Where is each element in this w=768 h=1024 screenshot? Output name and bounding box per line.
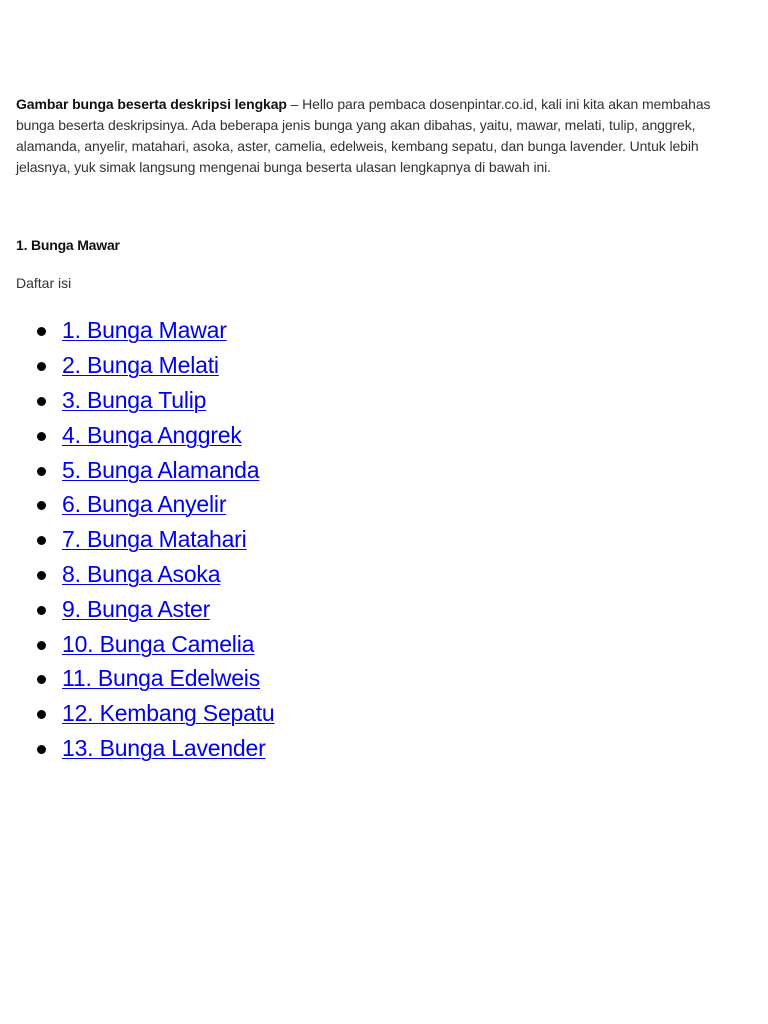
bullet-icon xyxy=(37,397,46,406)
toc-item xyxy=(22,522,275,557)
toc-link-bunga-alamanda[interactable]: 5. Bunga Alamanda xyxy=(62,456,260,483)
toc-link-bunga-asoka[interactable]: 8. Bunga Asoka xyxy=(62,560,221,587)
bullet-icon xyxy=(37,432,46,441)
bullet-icon xyxy=(37,467,46,476)
toc-label: Daftar isi xyxy=(16,275,72,291)
toc-item xyxy=(22,452,275,487)
toc-item xyxy=(22,557,275,592)
bullet-icon xyxy=(37,641,46,650)
toc-link-bunga-aster[interactable]: 9. Bunga Aster xyxy=(62,595,211,622)
bullet-icon xyxy=(37,675,46,684)
intro-bold-lead: Gambar bunga beserta deskripsi lengkap xyxy=(16,96,287,112)
toc-link-kembang-sepatu[interactable]: 12. Kembang Sepatu xyxy=(62,700,275,727)
toc-link-bunga-anggrek[interactable]: 4. Bunga Anggrek xyxy=(62,421,242,448)
toc-link-bunga-matahari[interactable]: 7. Bunga Matahari xyxy=(62,526,247,553)
toc-item xyxy=(22,487,275,522)
toc-list xyxy=(22,313,275,765)
toc-item xyxy=(22,348,275,383)
toc-link-bunga-edelweis[interactable]: 11. Bunga Edelweis xyxy=(62,665,260,692)
toc-link-bunga-mawar[interactable]: 1. Bunga Mawar xyxy=(62,317,227,344)
bullet-icon xyxy=(37,606,46,615)
toc-link-bunga-anyelir[interactable]: 6. Bunga Anyelir xyxy=(62,491,227,518)
toc-link-bunga-camelia[interactable]: 10. Bunga Camelia xyxy=(62,630,255,657)
bullet-icon xyxy=(37,536,46,545)
intro-paragraph xyxy=(16,94,738,178)
bullet-icon xyxy=(37,710,46,719)
intro-text: – Hello para pembaca dosenpintar.co.id, kali ini kita akan membahas bunga beserta deskripsinya. Ada beberapa jenis bunga yang akan dibahas, yaitu, mawar, melati, tulip, anggrek, alamanda, anyelir, matahari, asoka, aster, camelia, edelweis, kembang sepatu, dan bunga lavender. Untuk lebih jelasnya, yuk simak langsung mengenai bunga beserta ulasan lengkapnya di bawah ini. xyxy=(16,96,711,175)
toc-item xyxy=(22,731,275,766)
toc-link-bunga-lavender[interactable]: 13. Bunga Lavender xyxy=(62,734,266,761)
section-heading: 1. Bunga Mawar xyxy=(16,237,120,253)
bullet-icon xyxy=(37,327,46,336)
bullet-icon xyxy=(37,745,46,754)
toc-item xyxy=(22,383,275,418)
toc-item xyxy=(22,591,275,626)
toc-link-bunga-melati[interactable]: 2. Bunga Melati xyxy=(62,352,219,379)
bullet-icon xyxy=(37,362,46,371)
bullet-icon xyxy=(37,571,46,580)
toc-item xyxy=(22,661,275,696)
toc-item xyxy=(22,417,275,452)
toc-item xyxy=(22,626,275,661)
toc-item xyxy=(22,696,275,731)
toc-link-bunga-tulip[interactable]: 3. Bunga Tulip xyxy=(62,386,207,413)
toc-item xyxy=(22,313,275,348)
bullet-icon xyxy=(37,501,46,510)
